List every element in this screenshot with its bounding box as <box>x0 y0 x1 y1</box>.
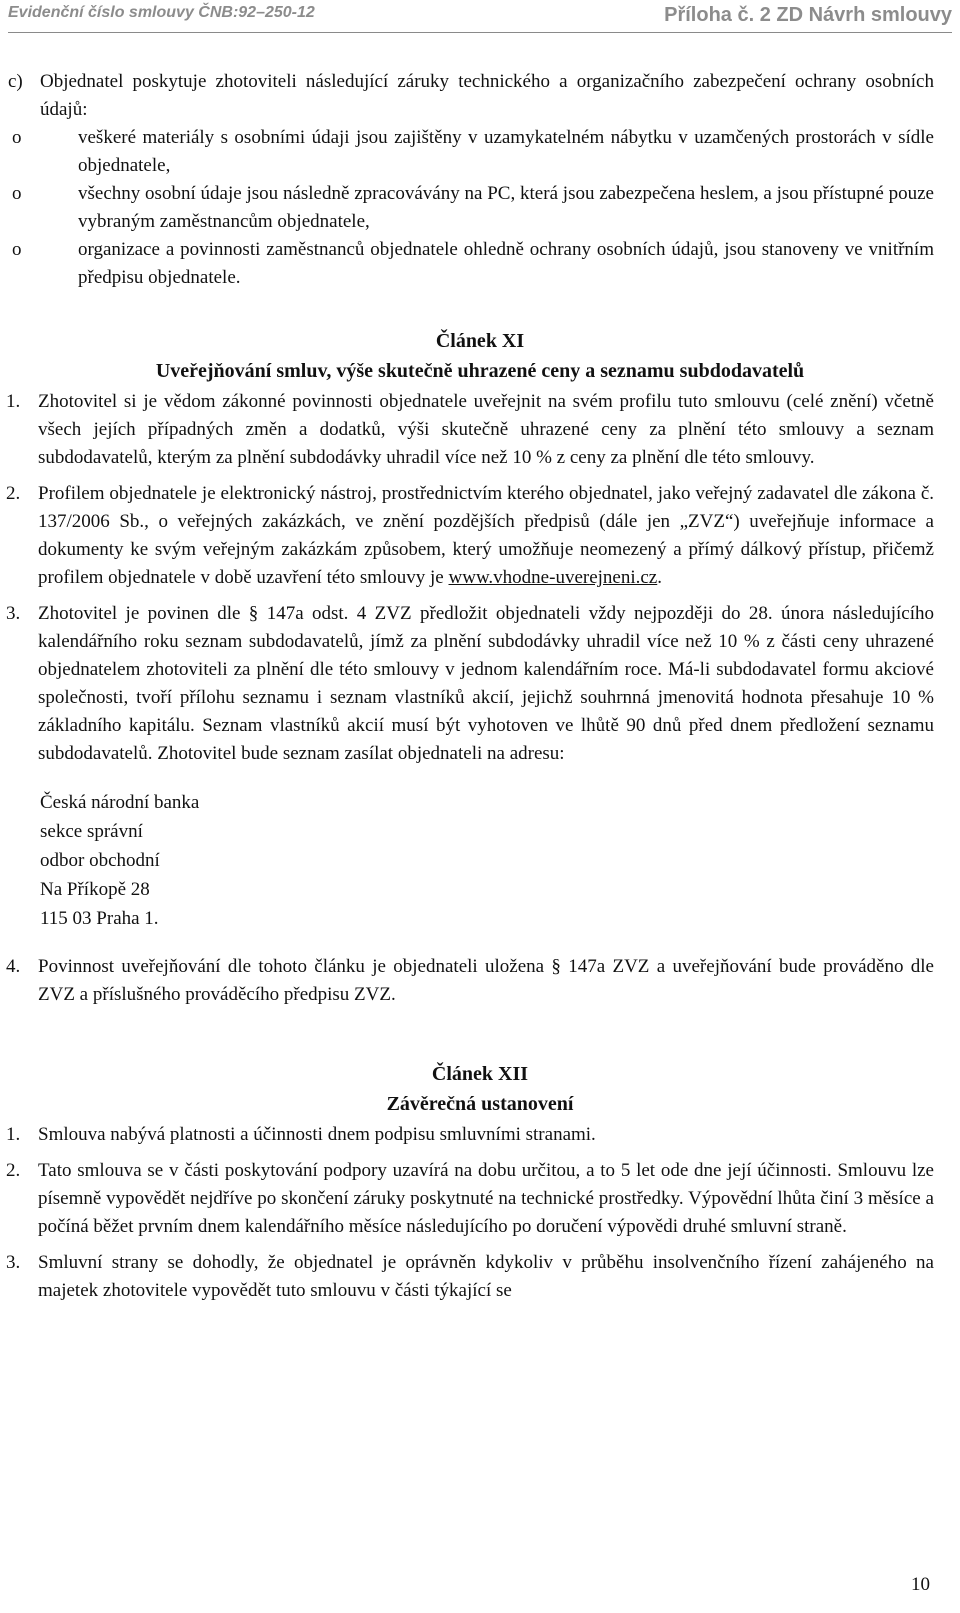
page-number: 10 <box>911 1574 930 1595</box>
bullet-mark: o <box>12 183 22 204</box>
article-11-subtitle: Uveřejňování smluv, výše skutečně uhrazené ceny a seznamu subdodavatelů <box>155 360 805 382</box>
address-line: Česká národní banka <box>40 792 200 813</box>
paragraph-number: 1. <box>6 1124 21 1145</box>
paragraph-number: 3. <box>6 1252 21 1273</box>
bullet-mark: o <box>12 127 22 148</box>
paragraph-text: Profilem objednatele je elektronický nástroj, prostřednictvím kterého objednatel, jako veřejný zadavatel dle zákona č. 137/2006 Sb., o veřejných zakázkách, ve znění pozdějších předpisů (dále jen „ZVZ“) uveřejňuje informace a dokumenty ke svým veřejným zakázkám způsobem, který umožňuje neomezený a přímý dálkový přístup, přičemž profilem objednatele v době uzavření této smlouvy je <box>38 483 934 588</box>
paragraph-text: Smluvní strany se dohodly, že objednatel je oprávněn kdykoliv v průběhu insolvenčního řízení zahájeného na majetek zhotovitele vypovědět tuto smlouvu v části týkající se <box>38 1252 934 1301</box>
intro-paragraph <box>8 68 934 124</box>
paragraph-number: 2. <box>6 1160 21 1181</box>
paragraph-number: 1. <box>6 391 21 412</box>
address-line: Na Příkopě 28 <box>40 879 150 900</box>
article-11-title: Článek XI <box>435 330 525 352</box>
article-12-paragraph-2 <box>6 1157 934 1241</box>
bullet-mark: o <box>12 239 22 260</box>
attachment-title: Příloha č. 2 ZD Návrh smlouvy <box>664 4 952 26</box>
bullet-item <box>12 180 934 236</box>
intro-text: Objednatel poskytuje zhotoviteli následující záruky technického a organizačního zabezpečení ochrany osobních údajů: <box>40 71 934 120</box>
paragraph-text: Zhotovitel si je vědom zákonné povinnosti objednatele uveřejnit na svém profilu tuto smlouvu (celé znění) včetně všech jejích případných změn a dodatků, výši skutečně uhrazené ceny za plnění této smlouvy a seznam subdodavatelů, kterým za plnění subdodávky uhradil více než 10 % z ceny za plnění dle této smlouvy. <box>38 391 934 468</box>
article-12-subtitle: Závěrečná ustanovení <box>386 1093 574 1115</box>
mailing-address <box>0 788 960 933</box>
article-12-paragraph-1 <box>6 1121 934 1149</box>
contract-number: Evidenční číslo smlouvy ČNB:92–250-12 <box>8 4 315 21</box>
article-11-paragraph-2: 2. Profilem objednatele je elektronický nástroj, prostřednictvím kterého objednatel, jako veřejný zadavatel dle zákona č. 137/2006 Sb., o veřejných zakázkách, ve znění pozdějších předpisů (dále jen „ZVZ“) uveřejňuje informace a dokumenty ke svým veřejným zakázkám způsobem, který umožňuje neomezený a přímý dálkový přístup, přičemž profilem objednatele v době uzavření této smlouvy je www.vhodne-uverejneni.cz. <box>38 480 934 592</box>
bullet-item <box>12 124 934 180</box>
address-line: odbor obchodní <box>40 850 160 871</box>
intro-label: c) <box>8 71 23 92</box>
address-line: 115 03 Praha 1. <box>40 908 159 929</box>
paragraph-number: 3. <box>6 603 21 624</box>
document-body <box>0 68 960 1305</box>
bullet-text: veškeré materiály s osobními údaji jsou zajištěny v uzamykatelném nábytku v uzamčených prostorách v sídle objednatele, <box>78 127 934 176</box>
address-line: sekce správní <box>40 821 143 842</box>
article-11-paragraph-3 <box>6 600 934 768</box>
bullet-text: organizace a povinnosti zaměstnanců objednatele ohledně ochrany osobních údajů, jsou stanoveny ve vnitřním předpisu objednatele. <box>78 239 934 288</box>
bullet-text: všechny osobní údaje jsou následně zpracovávány na PC, která jsou zabezpečena heslem, a jsou přístupné pouze vybraným zaměstnancům objednatele, <box>78 183 934 232</box>
paragraph-text: Povinnost uveřejňování dle tohoto článku je objednateli uložena § 147a ZVZ a uveřejňování bude prováděno dle ZVZ a příslušného prováděcího předpisu ZVZ. <box>38 956 934 1005</box>
article-11-paragraph-1 <box>6 388 934 472</box>
paragraph-text: Zhotovitel je povinen dle § 147a odst. 4 ZVZ předložit objednateli vždy nejpozději do 28. února následujícího kalendářního roku seznam subdodavatelů, jímž za plnění subdodávky uhradil více než 10 % z části ceny uhrazené objednatelem zhotoviteli za plnění dle této smlouvy v jednom kalendářním roce. Má-li subdodavatel formu akciové společnosti, tvoří přílohu seznamu i seznam vlastníků akcií, jejichž souhrnná jmenovitá hodnota přesahuje 10 % základního kapitálu. Seznam vlastníků akcií musí být vyhotoven ve lhůtě 90 dnů před dnem předložení seznamu subdodavatelů. Zhotovitel bude seznam zasílat objednateli na adresu: <box>38 603 934 764</box>
article-12-title: Článek XII <box>431 1063 529 1085</box>
paragraph-number: 4. <box>6 956 21 977</box>
profile-link[interactable]: www.vhodne-uverejneni.cz <box>448 567 658 588</box>
paragraph-text: Smlouva nabývá platnosti a účinnosti dnem podpisu smluvními stranami. <box>38 1124 596 1145</box>
paragraph-text: Tato smlouva se v části poskytování podpory uzavírá na dobu určitou, a to 5 let ode dne její účinnosti. Smlouvu lze písemně vypovědět nejdříve po skončení záruky poskytnuté na technické prostředky. Výpovědní lhůta činí 3 měsíce a počíná běžet prvním dnem kalendářního měsíce následujícího po doručení výpovědi druhé smluvní straně. <box>38 1160 934 1237</box>
article-11-paragraph-4 <box>6 953 934 1009</box>
article-12-paragraph-3 <box>6 1249 934 1305</box>
bullet-item <box>12 236 934 292</box>
page-header <box>8 2 952 33</box>
paragraph-number: 2. <box>6 483 21 504</box>
